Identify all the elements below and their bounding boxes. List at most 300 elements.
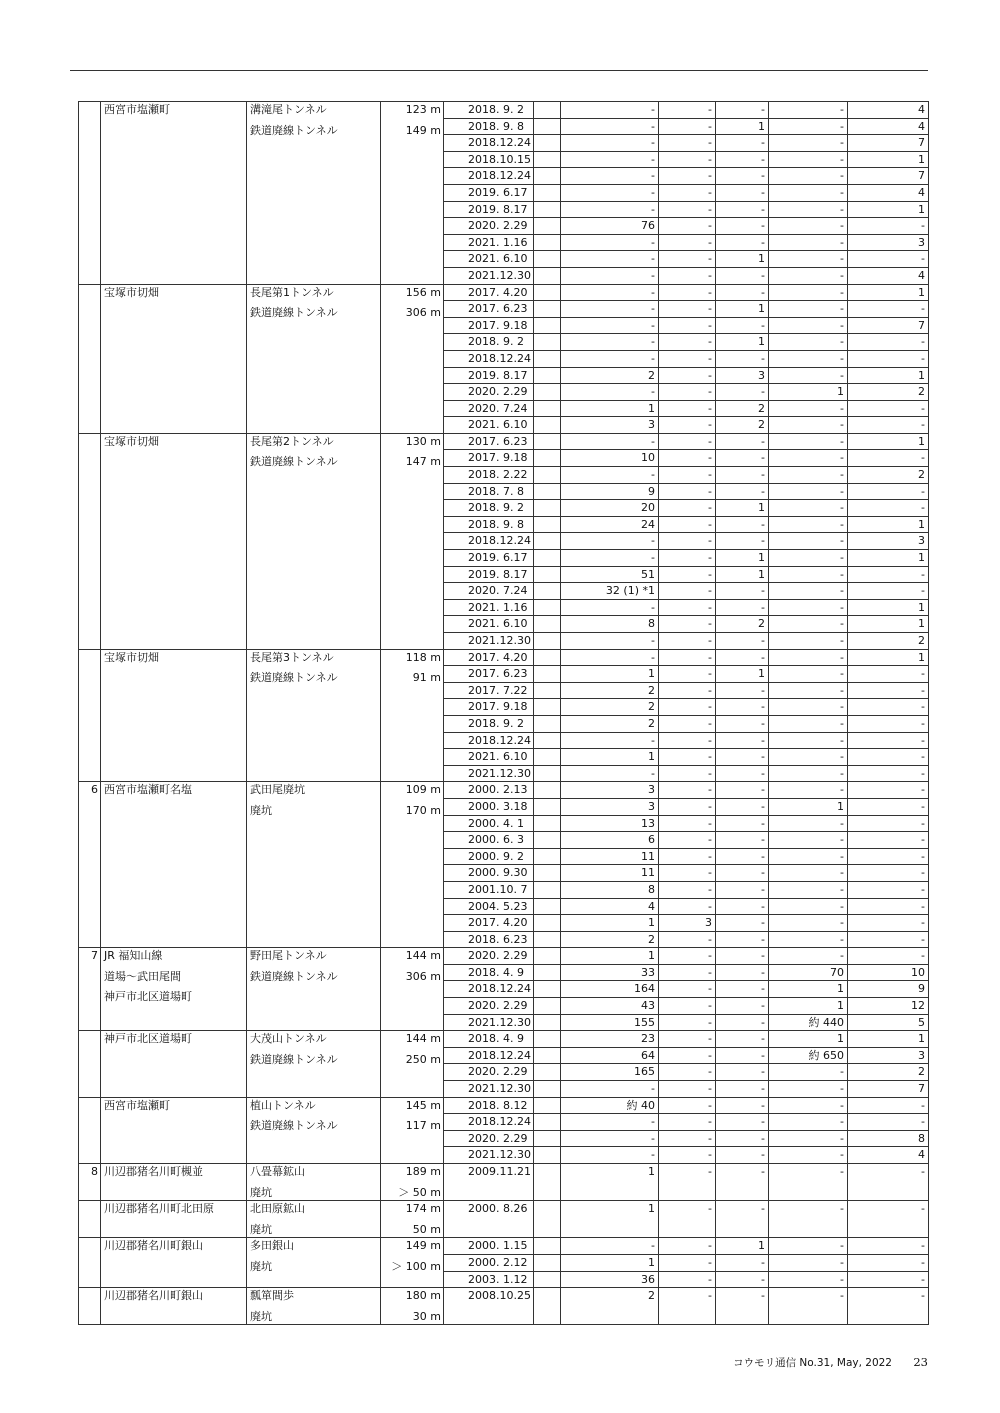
count-a: -	[561, 334, 659, 351]
site-name-line: 鉄道廃線トンネル	[250, 306, 338, 320]
blank-cell	[534, 964, 561, 981]
count-b: -	[659, 201, 716, 218]
count-a: 8	[561, 616, 659, 633]
count-b: -	[659, 1288, 716, 1325]
count-a: -	[561, 102, 659, 119]
count-c: -	[716, 102, 769, 119]
count-a: -	[561, 184, 659, 201]
count-c: -	[716, 450, 769, 467]
site-elevation-length	[381, 102, 444, 285]
count-c: -	[716, 798, 769, 815]
survey-date: 2017. 7.22	[444, 682, 534, 699]
count-b: -	[659, 102, 716, 119]
count-a: 1	[561, 749, 659, 766]
count-e: 4	[848, 267, 929, 284]
count-b: -	[659, 500, 716, 517]
count-d: -	[769, 151, 848, 168]
count-d: -	[769, 682, 848, 699]
count-e: -	[848, 682, 929, 699]
count-c: -	[716, 915, 769, 932]
count-e: -	[848, 749, 929, 766]
survey-date: 2018. 9. 8	[444, 118, 534, 135]
location-line: 宝塚市切畑	[104, 285, 159, 299]
count-c: -	[716, 168, 769, 185]
count-d: -	[769, 749, 848, 766]
count-e: -	[848, 1164, 929, 1201]
count-e: -	[848, 865, 929, 882]
blank-cell	[534, 168, 561, 185]
blank-cell	[534, 184, 561, 201]
blank-cell	[534, 1031, 561, 1048]
count-a: 2	[561, 682, 659, 699]
count-c: -	[716, 865, 769, 882]
count-d: -	[769, 500, 848, 517]
count-a: 32 (1) *1	[561, 583, 659, 600]
count-d: -	[769, 550, 848, 567]
count-b: -	[659, 649, 716, 666]
survey-date: 2019. 6.17	[444, 184, 534, 201]
count-a: 10	[561, 450, 659, 467]
journal-citation: コウモリ通信 No.31, May, 2022	[733, 1357, 892, 1369]
survey-date: 2017. 9.18	[444, 699, 534, 716]
survey-date: 2017. 6.23	[444, 666, 534, 683]
count-b: -	[659, 1164, 716, 1201]
count-b: -	[659, 1201, 716, 1238]
survey-date: 2000. 9. 2	[444, 848, 534, 865]
count-b: -	[659, 633, 716, 650]
count-b: -	[659, 184, 716, 201]
count-d: -	[769, 301, 848, 318]
count-b: -	[659, 1130, 716, 1147]
count-c: -	[716, 533, 769, 550]
location-line: 宝塚市切畑	[104, 650, 159, 664]
count-d: -	[769, 649, 848, 666]
site-elevation-length-line: ＞ 50 m	[398, 1185, 441, 1199]
survey-date: 2021. 6.10	[444, 417, 534, 434]
count-c: -	[716, 516, 769, 533]
count-a: -	[561, 151, 659, 168]
site-number	[79, 1097, 101, 1163]
count-d: -	[769, 467, 848, 484]
count-b: -	[659, 1147, 716, 1164]
count-b: -	[659, 715, 716, 732]
count-e: 7	[848, 168, 929, 185]
count-c: -	[716, 151, 769, 168]
blank-cell	[534, 1114, 561, 1131]
blank-cell	[534, 1014, 561, 1031]
site-elevation-length-line: 174 m	[405, 1202, 441, 1216]
count-d: -	[769, 350, 848, 367]
blank-cell	[534, 682, 561, 699]
count-e: -	[848, 1114, 929, 1131]
blank-cell	[534, 234, 561, 251]
count-c: -	[716, 931, 769, 948]
survey-date: 2008.10.25	[444, 1288, 534, 1325]
location-line: 西宮市塩瀬町名塩	[104, 783, 192, 797]
count-e: 4	[848, 1147, 929, 1164]
site-name-line: 大茂山トンネル	[250, 1032, 327, 1046]
blank-cell	[534, 699, 561, 716]
blank-cell	[534, 1081, 561, 1098]
count-b: -	[659, 815, 716, 832]
site-name	[247, 433, 381, 649]
survey-date: 2021. 1.16	[444, 234, 534, 251]
count-d: -	[769, 184, 848, 201]
count-e: 1	[848, 367, 929, 384]
count-d: -	[769, 102, 848, 119]
count-e: -	[848, 400, 929, 417]
count-a: -	[561, 201, 659, 218]
count-a: 33	[561, 964, 659, 981]
site-elevation-length-line: 130 m	[405, 434, 441, 448]
count-a: 2	[561, 1288, 659, 1325]
count-e: -	[848, 350, 929, 367]
site-elevation-length-line: ＞ 100 m	[391, 1259, 441, 1273]
blank-cell	[534, 218, 561, 235]
count-b: -	[659, 350, 716, 367]
site-name	[247, 1288, 381, 1325]
site-name-line: 鉄道廃線トンネル	[250, 1052, 338, 1066]
count-e: -	[848, 1097, 929, 1114]
count-c: -	[716, 832, 769, 849]
count-e: 2	[848, 384, 929, 401]
count-b: -	[659, 848, 716, 865]
count-e: -	[848, 948, 929, 965]
count-c: -	[716, 1097, 769, 1114]
count-c: -	[716, 384, 769, 401]
count-d: -	[769, 1114, 848, 1131]
blank-cell	[534, 433, 561, 450]
count-e: -	[848, 334, 929, 351]
location-line: 川辺郡猪名川町槻並	[104, 1165, 203, 1178]
count-b: -	[659, 284, 716, 301]
count-e: 3	[848, 533, 929, 550]
count-a: -	[561, 1081, 659, 1098]
site-name-line: 鉄道廃線トンネル	[250, 1119, 338, 1133]
count-b: -	[659, 267, 716, 284]
survey-date: 2017. 4.20	[444, 915, 534, 932]
count-b: -	[659, 301, 716, 318]
blank-cell	[534, 384, 561, 401]
survey-date: 2018. 6.23	[444, 931, 534, 948]
count-a: 3	[561, 798, 659, 815]
count-e: -	[848, 500, 929, 517]
count-d: -	[769, 367, 848, 384]
survey-date: 2021.12.30	[444, 1147, 534, 1164]
count-b: -	[659, 682, 716, 699]
count-a: 2	[561, 367, 659, 384]
site-elevation-length-line: 147 m	[405, 455, 441, 469]
site-number: 7	[79, 948, 101, 1031]
count-b: -	[659, 699, 716, 716]
blank-cell	[534, 201, 561, 218]
site-elevation-length	[381, 782, 444, 948]
site-elevation-length-line: 144 m	[405, 949, 441, 963]
site-name	[247, 649, 381, 782]
survey-date: 2018. 4. 9	[444, 964, 534, 981]
blank-cell	[534, 998, 561, 1015]
count-d: 1	[769, 798, 848, 815]
survey-date: 2017. 4.20	[444, 649, 534, 666]
count-e: 1	[848, 151, 929, 168]
blank-cell	[534, 732, 561, 749]
site-name-line: 野田尾トンネル	[250, 949, 327, 963]
count-e: 4	[848, 102, 929, 119]
table-row	[79, 284, 929, 301]
location	[101, 649, 247, 782]
count-c: -	[716, 599, 769, 616]
count-d: -	[769, 915, 848, 932]
count-c: -	[716, 782, 769, 799]
count-d: -	[769, 433, 848, 450]
table-row	[79, 948, 929, 965]
table-row	[79, 782, 929, 799]
blank-cell	[534, 467, 561, 484]
count-b: -	[659, 234, 716, 251]
count-a: 8	[561, 881, 659, 898]
survey-date: 2018. 9. 2	[444, 715, 534, 732]
survey-date: 2019. 6.17	[444, 550, 534, 567]
count-b: -	[659, 467, 716, 484]
count-c: 1	[716, 666, 769, 683]
count-b: -	[659, 1081, 716, 1098]
survey-date: 2001.10. 7	[444, 881, 534, 898]
blank-cell	[534, 284, 561, 301]
blank-cell	[534, 931, 561, 948]
site-name	[247, 1238, 381, 1288]
count-b: -	[659, 483, 716, 500]
count-a: -	[561, 433, 659, 450]
survey-date: 2018.12.24	[444, 168, 534, 185]
count-d: -	[769, 865, 848, 882]
survey-date: 2020. 2.29	[444, 948, 534, 965]
count-a: -	[561, 135, 659, 152]
survey-date: 2017. 4.20	[444, 284, 534, 301]
location	[101, 102, 247, 285]
count-c: -	[716, 1271, 769, 1288]
site-name	[247, 1097, 381, 1163]
count-e: 1	[848, 649, 929, 666]
count-b: -	[659, 1014, 716, 1031]
count-e: -	[848, 218, 929, 235]
count-b: -	[659, 566, 716, 583]
blank-cell	[534, 1130, 561, 1147]
survey-date: 2020. 7.24	[444, 400, 534, 417]
count-a: -	[561, 384, 659, 401]
count-a: 1	[561, 948, 659, 965]
count-a: 1	[561, 1164, 659, 1201]
site-elevation-length-line: 118 m	[405, 650, 441, 664]
survey-date: 2000. 1.15	[444, 1238, 534, 1255]
count-c: -	[716, 815, 769, 832]
location	[101, 284, 247, 433]
table-row	[79, 1097, 929, 1114]
location	[101, 1097, 247, 1163]
count-d: -	[769, 715, 848, 732]
count-e: -	[848, 881, 929, 898]
count-e: 7	[848, 1081, 929, 1098]
count-c: -	[716, 1014, 769, 1031]
count-c: -	[716, 467, 769, 484]
count-d: -	[769, 450, 848, 467]
blank-cell	[534, 1147, 561, 1164]
count-b: -	[659, 251, 716, 268]
blank-cell	[534, 151, 561, 168]
count-a: -	[561, 1114, 659, 1131]
count-e: -	[848, 898, 929, 915]
site-elevation-length-line: 170 m	[405, 803, 441, 817]
count-c: -	[716, 898, 769, 915]
table-row	[79, 1164, 929, 1201]
count-e: 1	[848, 616, 929, 633]
location-line: 西宮市塩瀬町	[104, 103, 170, 116]
site-number	[79, 1238, 101, 1288]
count-c: -	[716, 1147, 769, 1164]
blank-cell	[534, 798, 561, 815]
survey-date: 2018. 2.22	[444, 467, 534, 484]
blank-cell	[534, 1064, 561, 1081]
count-e: 4	[848, 118, 929, 135]
survey-date: 2000. 9.30	[444, 865, 534, 882]
count-a: -	[561, 1130, 659, 1147]
count-c: 1	[716, 1238, 769, 1255]
location	[101, 1238, 247, 1288]
count-a: -	[561, 633, 659, 650]
count-e: -	[848, 1254, 929, 1271]
count-e: -	[848, 782, 929, 799]
count-a: 64	[561, 1047, 659, 1064]
count-d: -	[769, 251, 848, 268]
survey-date: 2018.12.24	[444, 350, 534, 367]
count-d: 1	[769, 981, 848, 998]
survey-date: 2018. 9. 2	[444, 334, 534, 351]
site-name-line: 廃坑	[250, 1259, 272, 1273]
site-name	[247, 1164, 381, 1201]
blank-cell	[534, 1238, 561, 1255]
blank-cell	[534, 317, 561, 334]
site-elevation-length-line: 149 m	[405, 1239, 441, 1253]
survey-date: 2020. 2.29	[444, 998, 534, 1015]
count-b: -	[659, 384, 716, 401]
survey-date: 2019. 8.17	[444, 367, 534, 384]
count-d: -	[769, 284, 848, 301]
blank-cell	[534, 865, 561, 882]
site-name-line: 植山トンネル	[250, 1098, 316, 1112]
site-name-line: 武田尾廃坑	[250, 783, 305, 797]
count-e: 2	[848, 633, 929, 650]
count-a: 13	[561, 815, 659, 832]
blank-cell	[534, 1254, 561, 1271]
count-e: -	[848, 1238, 929, 1255]
site-name-line: 長尾第1トンネル	[250, 285, 334, 299]
count-d: -	[769, 118, 848, 135]
count-c: 1	[716, 118, 769, 135]
count-d: -	[769, 483, 848, 500]
count-d: -	[769, 1201, 848, 1238]
count-c: -	[716, 633, 769, 650]
survey-table	[78, 101, 929, 1325]
site-number	[79, 433, 101, 649]
count-b: -	[659, 798, 716, 815]
location-line: 川辺郡猪名川町銀山	[104, 1239, 203, 1253]
count-d: -	[769, 815, 848, 832]
table-row	[79, 1238, 929, 1255]
blank-cell	[534, 367, 561, 384]
blank-cell	[534, 483, 561, 500]
site-elevation-length-line: 189 m	[405, 1165, 441, 1178]
location	[101, 948, 247, 1031]
site-elevation-length-line: 91 m	[412, 671, 441, 685]
site-name-line: 鉄道廃線トンネル	[250, 123, 338, 137]
site-number: 6	[79, 782, 101, 948]
site-elevation-length-line: 180 m	[405, 1289, 441, 1303]
site-name-line: 長尾第2トンネル	[250, 434, 334, 448]
count-e: -	[848, 765, 929, 782]
count-a: 2	[561, 699, 659, 716]
count-c: -	[716, 765, 769, 782]
site-number	[79, 102, 101, 285]
count-a: 6	[561, 832, 659, 849]
count-b: -	[659, 118, 716, 135]
count-e: 1	[848, 516, 929, 533]
blank-cell	[534, 417, 561, 434]
count-c: -	[716, 1201, 769, 1238]
count-e: -	[848, 251, 929, 268]
count-c: -	[716, 267, 769, 284]
site-elevation-length-line: 145 m	[405, 1098, 441, 1112]
count-b: -	[659, 865, 716, 882]
count-c: 1	[716, 500, 769, 517]
count-c: -	[716, 218, 769, 235]
location-line: 川辺郡猪名川町北田原	[104, 1202, 214, 1216]
count-c: -	[716, 682, 769, 699]
count-e: 10	[848, 964, 929, 981]
count-c: -	[716, 1164, 769, 1201]
blank-cell	[534, 533, 561, 550]
count-a: 2	[561, 715, 659, 732]
count-e: 1	[848, 284, 929, 301]
count-d: -	[769, 1130, 848, 1147]
count-a: 20	[561, 500, 659, 517]
site-name	[247, 1201, 381, 1238]
blank-cell	[534, 848, 561, 865]
count-b: -	[659, 998, 716, 1015]
count-d: 70	[769, 964, 848, 981]
survey-date: 2004. 5.23	[444, 898, 534, 915]
blank-cell	[534, 915, 561, 932]
site-number	[79, 1288, 101, 1325]
count-d: -	[769, 1097, 848, 1114]
count-c: -	[716, 1288, 769, 1325]
site-name-line: 溝滝尾トンネル	[250, 103, 327, 116]
count-a: 43	[561, 998, 659, 1015]
site-elevation-length	[381, 649, 444, 782]
count-c: -	[716, 964, 769, 981]
blank-cell	[534, 450, 561, 467]
site-name	[247, 782, 381, 948]
count-a: 11	[561, 865, 659, 882]
count-d: -	[769, 931, 848, 948]
site-elevation-length	[381, 1288, 444, 1325]
location-line: 道場～武田尾間	[104, 969, 181, 983]
blank-cell	[534, 1164, 561, 1201]
blank-cell	[534, 583, 561, 600]
table-row	[79, 1031, 929, 1048]
count-b: -	[659, 583, 716, 600]
survey-date: 2018. 8.12	[444, 1097, 534, 1114]
count-d: -	[769, 1254, 848, 1271]
count-b: -	[659, 1031, 716, 1048]
